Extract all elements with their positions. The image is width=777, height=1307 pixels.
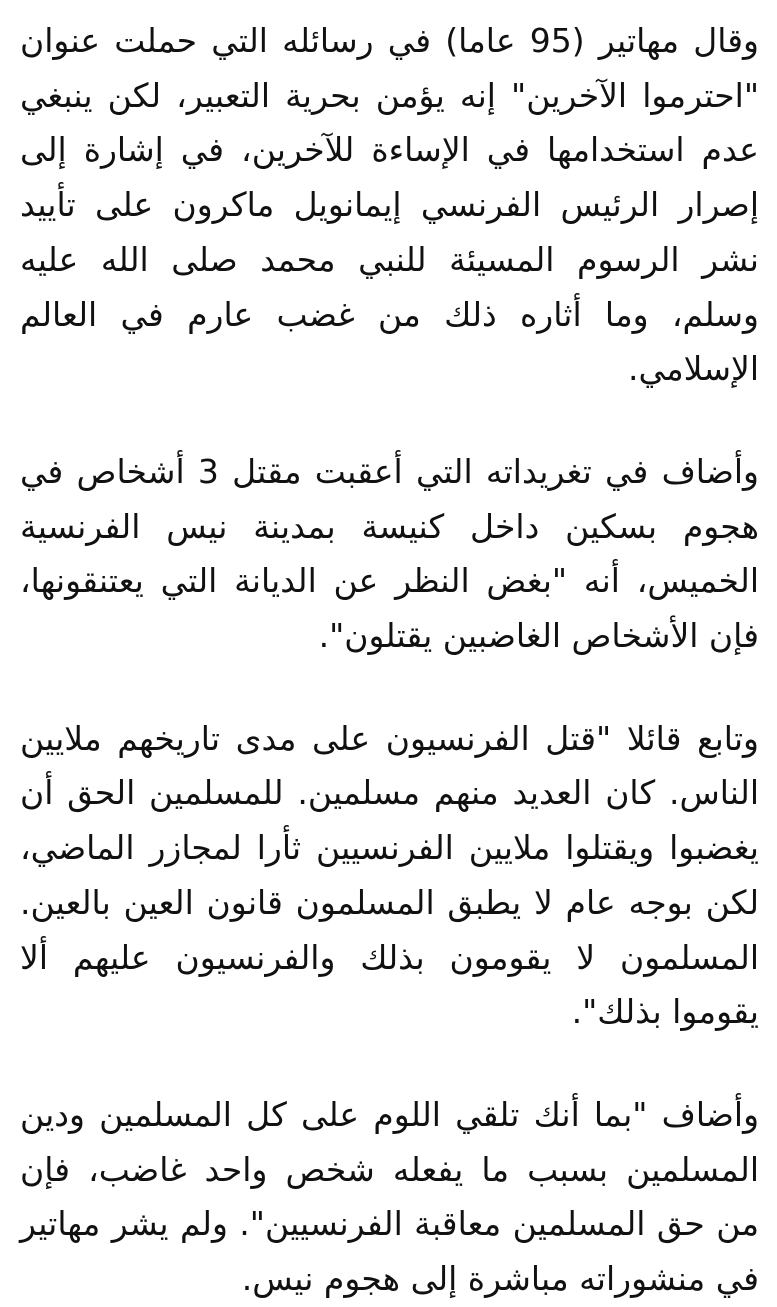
article-body (20, 14, 759, 1307)
article-paragraph-3: وتابع قائلا "قتل الفرنسيون على مدى تاريخهم ملايين الناس. كان العديد منهم مسلمين. للمسلمين الحق أن يغضبوا ويقتلوا ملايين الفرنسيين ثأرا لمجازر الماضي، لكن بوجه عام لا يطبق المسلمون قانون العين بالعين. المسلمون لا يقومون بذلك والفرنسيون عليهم ألا يقوموا بذلك". (20, 718, 759, 1032)
article-paragraph-2: وأضاف في تغريداته التي أعقبت مقتل 3 أشخاص في هجوم بسكين داخل كنيسة بمدينة نيس الفرنسية الخميس، أنه "بغض النظر عن الديانة التي يعتنقونها، فإن الأشخاص الغاضبين يقتلون". (20, 451, 759, 656)
article-paragraph-4: وأضاف "بما أنك تلقي اللوم على كل المسلمين ودين المسلمين بسبب ما يفعله شخص واحد غاضب، فإن من حق المسلمين معاقبة الفرنسيين". ولم يشر مهاتير في منشوراته مباشرة إلى هجوم نيس. (20, 1094, 759, 1299)
article-paragraph-1: وقال مهاتير (95 عاما) في رسائله التي حملت عنوان "احترموا الآخرين" إنه يؤمن بحرية التعبير، لكن ينبغي عدم استخدامها في الإساءة للآخرين، في إشارة إلى إصرار الرئيس الفرنسي إيمانويل ماكرون على تأييد نشر الرسوم المسيئة للنبي محمد صلى الله عليه وسلم، وما أثاره ذلك من غضب عارم في العالم الإسلامي. (20, 21, 759, 389)
